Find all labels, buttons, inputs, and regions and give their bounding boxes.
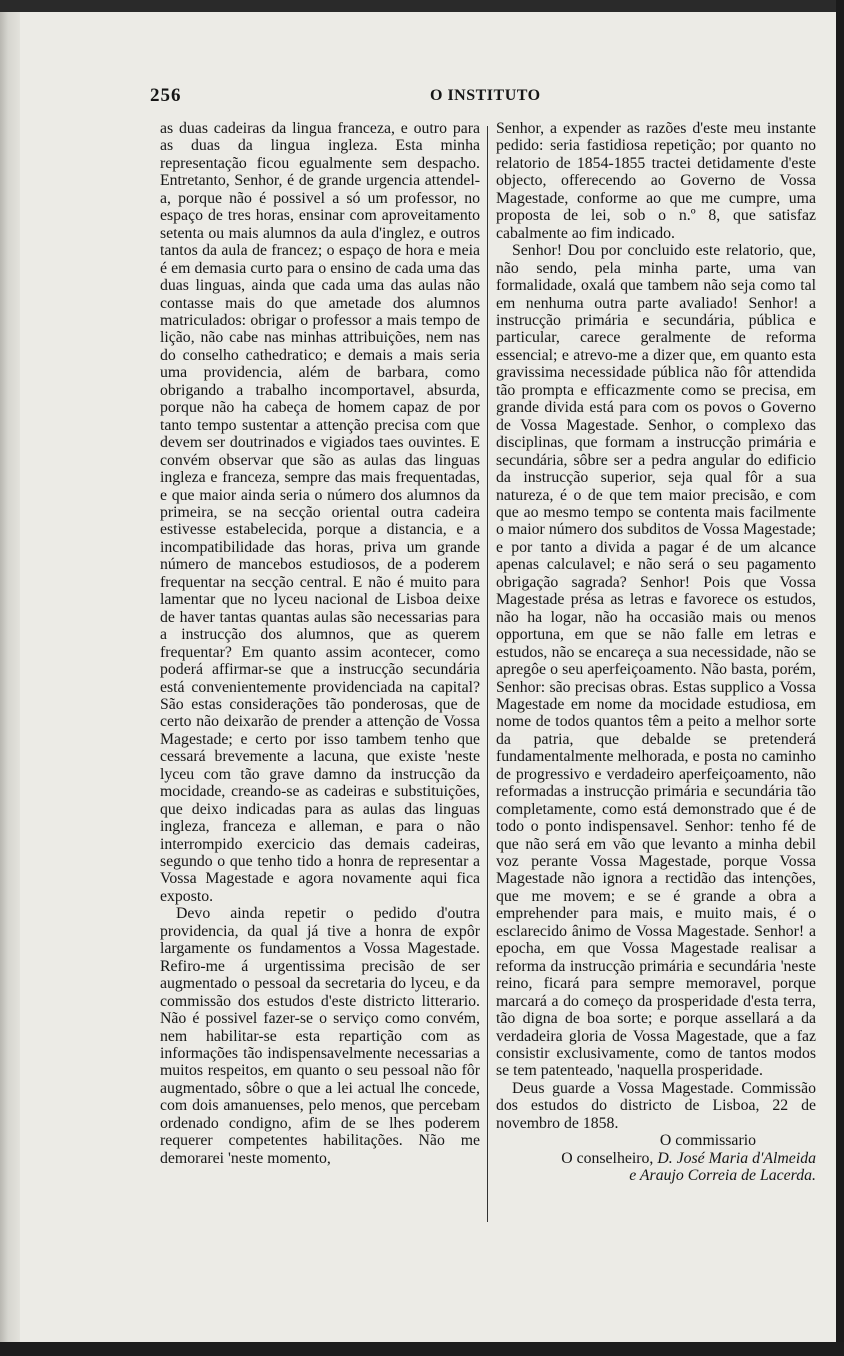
signature-name-2: e Araujo Correia de Lacerda. <box>629 1167 816 1185</box>
scan-right-border <box>836 0 844 1356</box>
right-column <box>496 120 816 1185</box>
page-gutter-shadow <box>0 12 20 1342</box>
signature-line-1 <box>496 1150 816 1167</box>
page-header <box>150 85 818 109</box>
scan-bottom-border <box>0 1342 844 1356</box>
signature-prefix: O conselheiro, <box>561 1149 654 1167</box>
right-paragraph-3: Deus guarde a Vossa Magestade. Commissão dos estudos do districto de Lisboa, 22 de novembro de 1858. <box>496 1079 816 1132</box>
right-paragraph-2: Senhor! Dou por concluido este relatorio, que, não sendo, pela minha parte, uma van formalidade, oxalá que tambem não seja como tal em nenhuma outra parte avaliado! Senhor! a instrucção primária e secundária, pública e particular, carece geralmente de reforma essencial; e atrevo-me a dizer que, em quanto esta gravissima necessidade pública não fôr attendida tão prompta e efficazmente como se precisa, em grande divida está para com os povos o Governo de Vossa Magestade. Senhor, o complexo das disciplinas, que formam a instrucção primária e secundária, sôbre ser a pedra angular do edificio da instrucção superior, seja qual fôr a sua natureza, é o de que tem maior precisão, e com que ao mesmo tempo se contenta mais facilmente o maior número dos subditos de Vossa Magestade; e por tanto a divida a pagar é de um alcance apenas calculavel; e não será o seu pagamento obrigação sagrada? Senhor! Pois que Vossa Magestade présa as letras e favorece os estudos, não ha logar, não ha occasião mais ou menos opportuna, em que se não falle em letras e estudos, não se encareça a sua necessidade, não se apregôe o seu aperfeiçoamento. Não basta, porém, Senhor: são precisas obras. Estas supplico a Vossa Magestade em nome da mocidade estudiosa, em nome de todos quantos têm a peito a melhor sorte da patria, que debalde se pretenderá fundamentalmente melhorada, e posta no caminho de progressivo e verdadeiro aperfeiçoamento, não reformadas a instrucção primária e secundária tão completamente, como está demonstrado que é de todo o ponto indispensavel. Senhor: tenho fé de que não será em vão que levanto a minha debil voz perante Vossa Magestade, porque Vossa Magestade não ignora a rectidão das intenções, que me movem; e se é grande a obra a emprehender para mais, e muito mais, é o esclarecido ânimo de Vossa Magestade. Senhor! a epocha, em que Vossa Magestade realisar a reforma da instrucção primária e secundária 'neste reino, ficará para sempre memoravel, porque marcará a do começo da prosperidade d'esta terra, tão digna de boa sorte; e porque assellará a da verdadeira gloria de Vossa Magestade, que a faz consistir exclusivamente, como de tantos modos se tem patenteado, 'naquella prosperidade. <box>496 242 816 1080</box>
signature-role: O commissario <box>659 1132 756 1150</box>
column-rule <box>487 126 488 1222</box>
right-paragraph-1: Senhor, a expender as razões d'este meu instante pedido: seria fastidiosa repetição; por quanto no relatorio de 1854-1855 tractei detidamente d'este objecto, offerecendo ao Governo de Vossa Magestade, conforme ao que me cumpre, uma proposta de lei, sob o n.º 8, que satisfaz cabalmente ao fim indicado. <box>496 120 816 242</box>
left-paragraph-2: Devo ainda repetir o pedido d'outra providencia, da qual já tive a honra de expôr largamente os fundamentos a Vossa Magestade. Refiro-me á urgentissima precisão de ser augmentado o pessoal da secretaria do lyceu, e da commissão dos estudos d'este districto litterario. Não é possivel fazer-se o serviço como convém, nem habilitar-se esta repartição com as informações tão indispensavelmente necessarias a muitos respeitos, em quanto o seu pessoal não fôr augmentado, sôbre o que a lei actual lhe concede, com dois amanuenses, pelo menos, que percebam ordenado condigno, afim de se lhes poderem requerer competentes habilitações. Não me demorarei 'neste momento, <box>160 905 480 1167</box>
page-number: 256 <box>150 85 182 106</box>
left-column <box>160 120 480 1167</box>
left-paragraph-1: as duas cadeiras da lingua franceza, e outro para as duas da lingua ingleza. Esta minha representação ficou egualmente sem despacho. Entretanto, Senhor, é de grande urgencia attendel-a, porque não é possivel a só um professor, no espaço de tres horas, ensinar com aproveitamento setenta ou mais alumnos da aula d'inglez, e outros tantos da aula de francez; o espaço de hora e meia é em demasia curto para o ensino de cada uma das duas linguas, ainda que cada uma das aulas não contasse mais do que ametade dos alumnos matriculados: obrigar o professor a mais tempo de lição, não cabe nas minhas attribuições, nem nas do conselho cathedratico; e demais a mais seria uma providencia, além de barbara, como obrigando a trabalho incomportavel, absurda, porque não ha cabeça de homem capaz de por tanto tempo sustentar a attenção precisa com que devem ser doutrinados e vigiados taes ouvintes. E convém observar que são as aulas das linguas ingleza e franceza, sempre das mais frequentadas, e que maior ainda seria o número dos alumnos da primeira, se na secção oriental outra cadeira estivesse estabelecida, porque a distancia, e a incompatibilidade das horas, priva um grande número de mancebos estudiosos, de a poderem frequentar na secção central. E não é muito para lamentar que no lyceu nacional de Lisboa deixe de haver tantas quantas aulas são necessarias para a instrucção dos alumnos, que as querem frequentar? Em quanto assim acontecer, como poderá affirmar-se que a instrucção secundária está convenientemente providenciada na capital? São estas considerações tão ponderosas, que de certo não deixarão de prender a attenção de Vossa Magestade; e certo por isso tambem tenho que cessará brevemente a lacuna, que existe 'neste lyceu com tão grave damno da instrucção da mocidade, creando-se as cadeiras e substituições, que deixo indicadas para as aulas das linguas ingleza, franceza e alleman, e para o não interrompido exercicio das demais cadeiras, segundo o que tenho tido a honra de representar a Vossa Magestade e agora novamente aqui fica exposto. <box>160 120 480 905</box>
scan-top-border <box>0 0 844 12</box>
signature-name-1: D. José Maria d'Almeida <box>657 1149 816 1167</box>
running-title: O INSTITUTO <box>430 87 541 104</box>
signature-line-2 <box>496 1167 816 1184</box>
